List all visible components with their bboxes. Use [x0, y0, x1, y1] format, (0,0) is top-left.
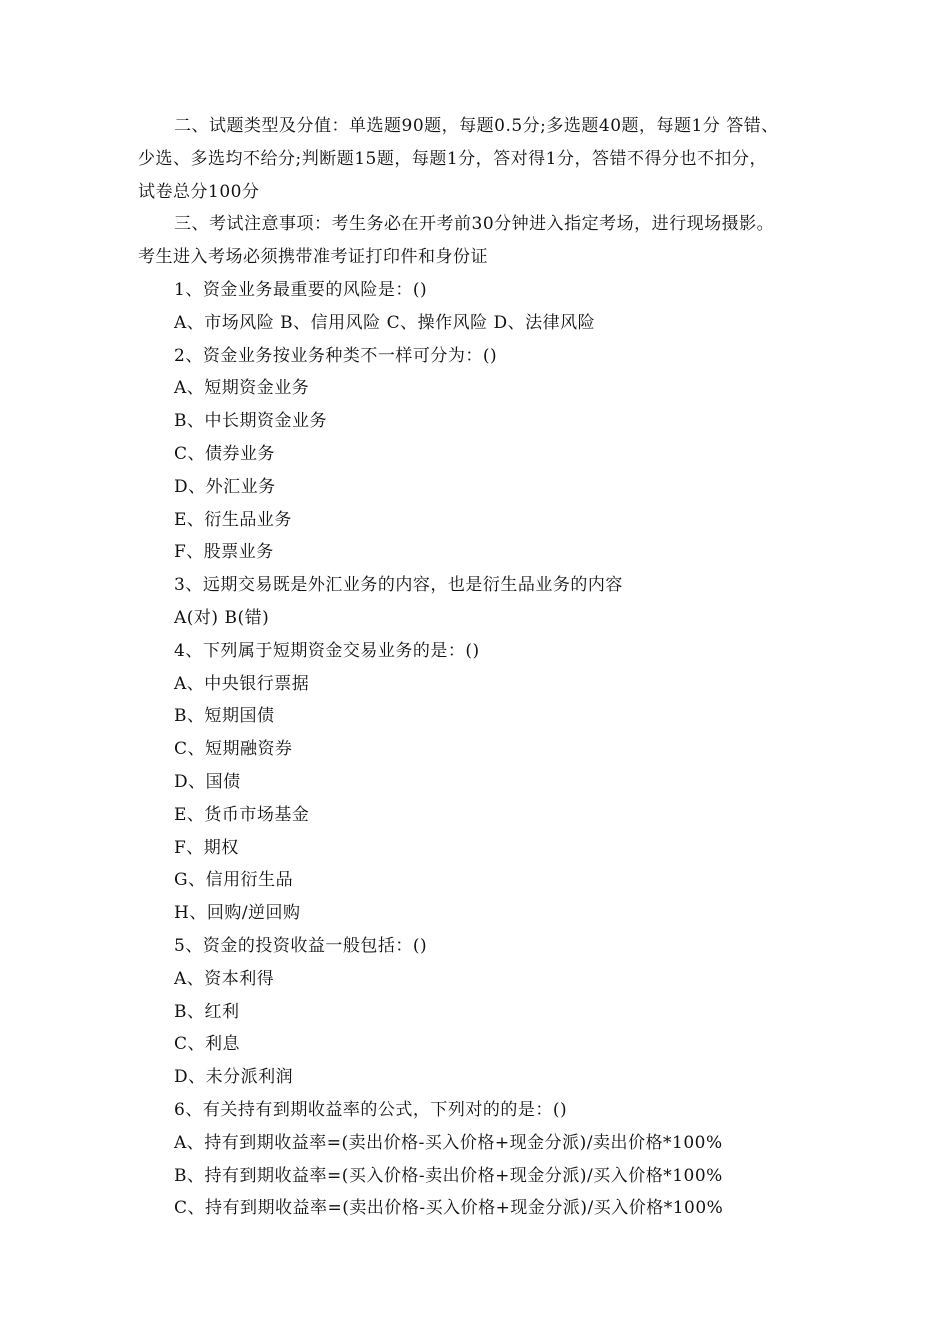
exam-type-paragraph-line1: 二、试题类型及分值：单选题90题，每题0.5分;多选题40题，每题1分 答错、 — [174, 116, 779, 136]
question-3: 3、远期交易既是外汇业务的内容，也是衍生品业务的内容 — [174, 575, 623, 596]
question-3-options: A(对) B(错) — [174, 607, 270, 628]
question-2-option-c: C、债券业务 — [174, 443, 276, 464]
question-4-option-f: F、期权 — [174, 837, 239, 858]
question-6-option-a: A、持有到期收益率=(卖出价格-买入价格+现金分派)/卖出价格*100% — [174, 1132, 723, 1153]
question-4-option-e: E、货币市场基金 — [174, 804, 310, 825]
question-4-option-g: G、信用衍生品 — [174, 870, 294, 891]
question-4-option-a: A、中央银行票据 — [174, 673, 310, 694]
question-2-option-e: E、衍生品业务 — [174, 509, 292, 530]
question-5-option-c: C、利息 — [174, 1034, 241, 1055]
exam-notes-paragraph-line1: 三、考试注意事项：考生务必在开考前30分钟进入指定考场，进行现场摄影。 — [174, 214, 775, 235]
question-1: 1、资金业务最重要的风险是：() — [174, 279, 428, 300]
question-2-option-b: B、中长期资金业务 — [174, 411, 327, 432]
question-4-option-b: B、短期国债 — [174, 706, 275, 727]
question-4-option-h: H、回购/逆回购 — [174, 903, 301, 924]
exam-notes-paragraph-line2: 考生进入考场必须携带准考证打印件和身份证 — [138, 247, 488, 268]
exam-type-paragraph-line2: 少选、多选均不给分;判断题15题，每题1分，答对得1分，答错不得分也不扣分， — [138, 148, 767, 169]
question-2-option-a: A、短期资金业务 — [174, 378, 310, 399]
question-6: 6、有关持有到期收益率的公式，下列对的的是：() — [174, 1099, 568, 1120]
question-1-options: A、市场风险 B、信用风险 C、操作风险 D、法律风险 — [174, 312, 596, 333]
question-4-option-d: D、国债 — [174, 771, 241, 792]
question-6-option-c: C、持有到期收益率=(卖出价格-买入价格+现金分派)/买入价格*100% — [174, 1198, 724, 1219]
document-body — [138, 110, 838, 1225]
question-4-option-c: C、短期融资券 — [174, 739, 293, 760]
question-2-option-d: D、外汇业务 — [174, 476, 276, 497]
question-2-option-f: F、股票业务 — [174, 542, 274, 563]
question-5-option-d: D、未分派利润 — [174, 1067, 294, 1088]
question-6-option-b: B、持有到期收益率=(买入价格-卖出价格+现金分派)/买入价格*100% — [174, 1165, 723, 1186]
question-4: 4、下列属于短期资金交易业务的是：() — [174, 640, 480, 661]
exam-type-paragraph-line3: 试卷总分100分 — [138, 181, 260, 202]
question-5: 5、资金的投资收益一般包括：() — [174, 935, 428, 956]
question-5-option-a: A、资本利得 — [174, 968, 275, 989]
question-2: 2、资金业务按业务种类不一样可分为：() — [174, 345, 498, 366]
question-5-option-b: B、红利 — [174, 1001, 240, 1022]
